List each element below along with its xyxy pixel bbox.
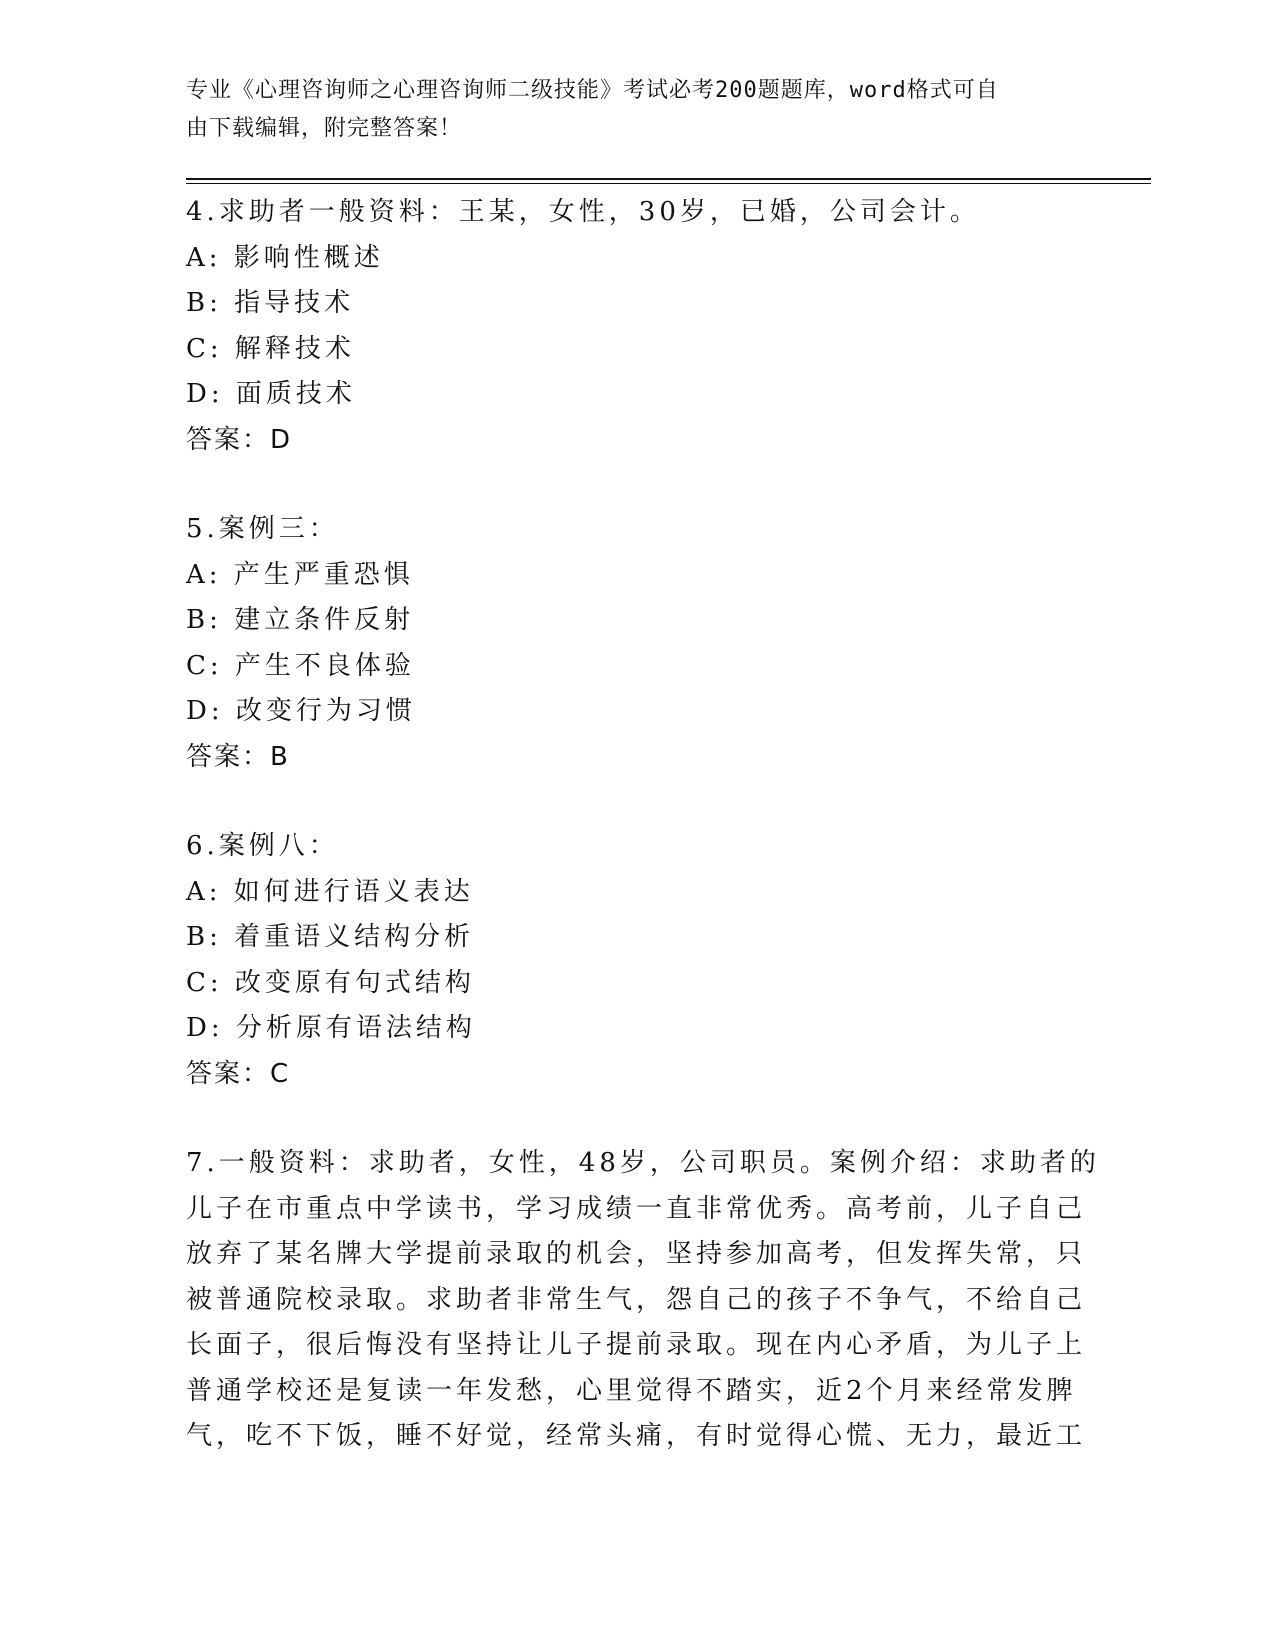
- option-d: D: 改变行为习惯: [186, 696, 416, 726]
- question-7-line-4: 被普通院校录取。求助者非常生气，怨自己的孩子不争气，不给自己: [186, 1284, 1087, 1315]
- header-divider-thick: [186, 178, 1151, 180]
- option-d: D: 面质技术: [186, 379, 356, 409]
- question-list: [186, 190, 1100, 1504]
- header-line-2: 由下载编辑，附完整答案！: [186, 116, 463, 141]
- question-7-line-2: 儿子在市重点中学读书，学习成绩一直非常优秀。高考前，儿子自己: [186, 1193, 1087, 1224]
- option-b: B: 着重语义结构分析: [186, 922, 475, 952]
- option-c: C: 解释技术: [186, 333, 355, 364]
- question-5: [186, 507, 1066, 780]
- answer-label: 答案：D: [186, 424, 293, 455]
- question-stem: 6.案例八：: [186, 831, 339, 861]
- question-7-line-1: 7.一般资料：求助者，女性，48岁，公司职员。案例介绍：求助者的: [186, 1148, 1100, 1178]
- answer-label: 答案：B: [186, 741, 290, 772]
- question-6: [186, 824, 1066, 1097]
- option-b: B: 建立条件反射: [186, 605, 415, 635]
- header-line-1: 专业《心理咨询师之心理咨询师二级技能》考试必考200题题库，word格式可自: [186, 78, 999, 103]
- option-b: B: 指导技术: [186, 288, 355, 318]
- header-divider-thin: [186, 183, 1151, 184]
- option-a: A: 如何进行语义表达: [186, 876, 474, 907]
- question-stem: 4.求助者一般资料：王某，女性，30岁，已婚，公司会计。: [186, 197, 980, 227]
- question-4: [186, 190, 1066, 463]
- option-a: A: 影响性概述: [186, 242, 384, 273]
- option-c: C: 改变原有句式结构: [186, 967, 475, 998]
- question-7: [186, 1141, 1100, 1460]
- question-7-line-7: 气，吃不下饭，睡不好觉，经常头痛，有时觉得心慌、无力，最近工: [186, 1421, 1087, 1451]
- answer-label: 答案：C: [186, 1058, 291, 1089]
- option-d: D: 分析原有语法结构: [186, 1013, 476, 1043]
- option-a: A: 产生严重恐惧: [186, 559, 414, 590]
- question-7-line-5: 长面子，很后悔没有坚持让儿子提前录取。现在内心矛盾，为儿子上: [186, 1330, 1087, 1360]
- document-header: [186, 72, 1066, 148]
- option-c: C: 产生不良体验: [186, 650, 415, 681]
- question-stem: 5.案例三：: [186, 514, 339, 544]
- question-7-line-6: 普通学校还是复读一年发愁，心里觉得不踏实，近2个月来经常发脾: [186, 1375, 1077, 1406]
- question-7-line-3: 放弃了某名牌大学提前录取的机会，坚持参加高考，但发挥失常，只: [186, 1239, 1087, 1269]
